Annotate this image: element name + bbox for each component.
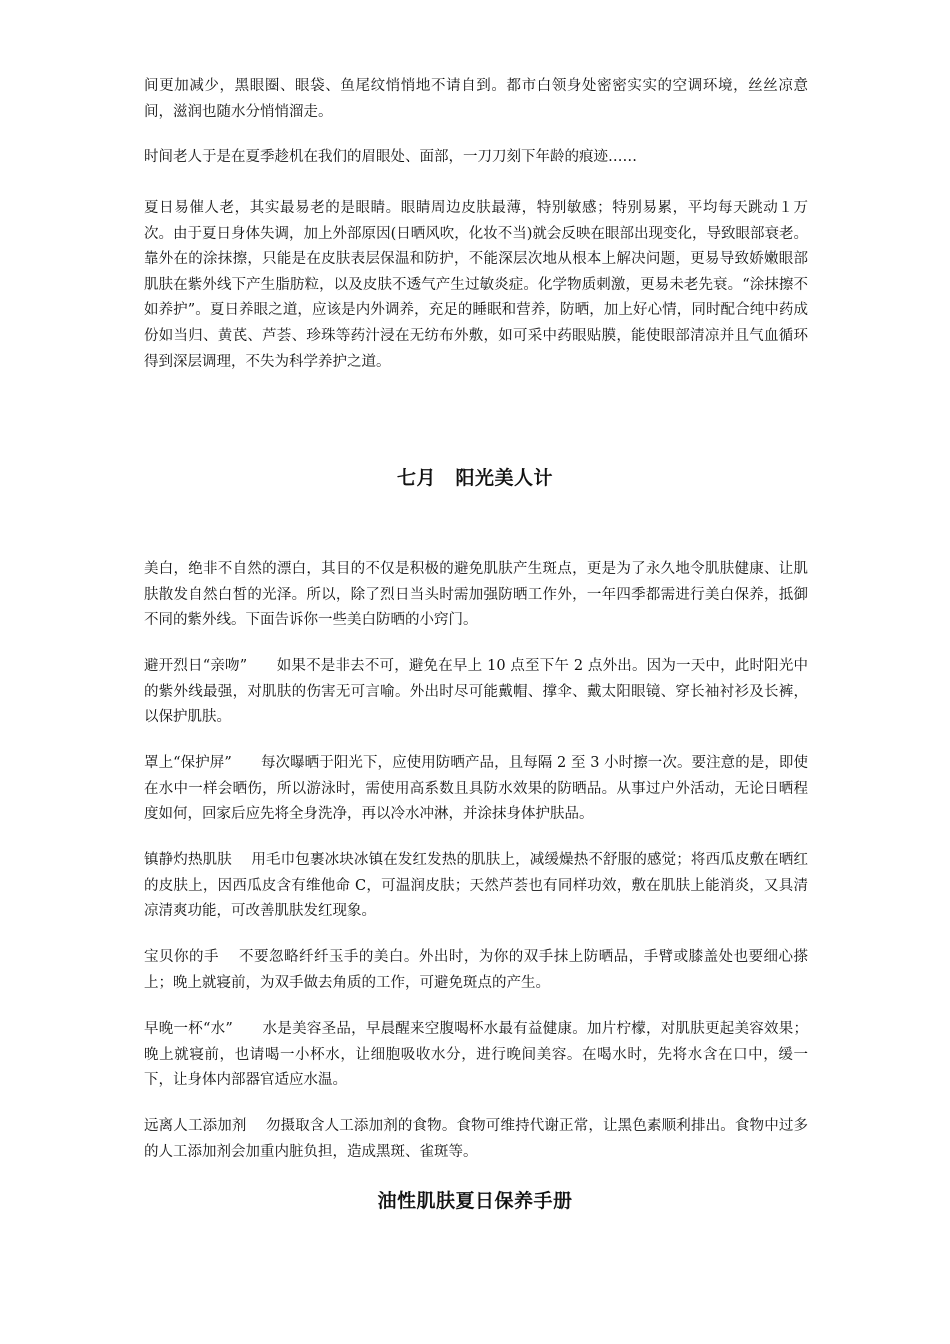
intro-paragraph-3: 夏日易催人老，其实最易老的是眼睛。眼睛周边皮肤最薄，特别敏感；特别易累，平均每天跳动１万次。由于夏日身体失调，加上外部原因(日晒风吹，化妆不当)就会反映在眼部出现变化，导致眼部衰老。靠外在的涂抹擦，只能是在皮肤表层保温和防护，不能深层次地从根本上解决问题，更易导致娇嫩眼部肌肤在紫外线下产生脂肪粒，以及皮肤不透气产生过敏炎症。化学物质刺激，更易未老先衰。“涂抹擦不如养护”。夏日养眼之道，应该是内外调养，充足的睡眠和营养，防晒，加上好心情，同时配合纯中药成份如当归、黄芪、芦荟、珍珠等药汁浸在无纺布外敷，如可采中药眼贴膜，能使眼部清凉并且气血循环得到深层调理，不失为科学养护之道。: [144, 200, 808, 370]
tip-lead: 远离人工添加剂: [144, 1118, 247, 1134]
tip-text: 用毛巾包裹冰块冰镇在发红发热的肌肤上，减缓燥热不舒服的感觉；将西瓜皮敷在晒红的皮肤上，因西瓜皮含有维他命 C，可温润皮肤；天然芦荟也有同样功效，敷在肌肤上能消炎，又具清凉清爽功能，可改善肌肤发红现象。: [144, 852, 809, 920]
tip-text: 如果不是非去不可，避免在早上 10 点至下午 2 点外出。因为一天中，此时阳光中的紫外线最强，对肌肤的伤害无可言喻。外出时尽可能戴帽、撑伞、戴太阳眼镜、穿长袖衬衫及长裤，以保护肌肤。: [144, 658, 809, 726]
intro-paragraph-2: 时间老人于是在夏季趁机在我们的眉眼处、面部，一刀刀刻下年龄的痕迹……: [144, 149, 637, 165]
tip-paragraph-water: [144, 1017, 808, 1094]
tip-lead: 罩上“保护屏”: [144, 755, 232, 771]
tip-paragraph-protective-screen: [144, 751, 808, 828]
tip-paragraph-avoid-sun: [144, 654, 808, 731]
tip-paragraph-soothe-skin: [144, 848, 808, 925]
section-heading-july: 七月 阳光美人计: [396, 467, 553, 489]
tip-lead: 早晚一杯“水”: [144, 1021, 233, 1037]
tip-paragraph-hands: [144, 945, 808, 996]
tip-lead: 镇静灼热肌肤: [144, 852, 232, 868]
tip-text: 每次曝晒于阳光下，应使用防晒产品，且每隔 2 至 3 小时擦一次。要注意的是，即使在水中一样会晒伤，所以游泳时，需使用高系数且具防水效果的防晒品。从事过户外活动，无论日晒程度如何，回家后应先将全身洗净，再以冷水冲淋，并涂抹身体护肤品。: [144, 755, 809, 823]
tip-lead: 避开烈日“亲吻”: [144, 658, 248, 674]
tip-paragraph-additives: [144, 1114, 808, 1165]
tip-lead: 宝贝你的手: [144, 949, 219, 965]
intro-paragraph-1: 间更加减少，黑眼圈、眼袋、鱼尾纹悄悄地不请自到。都市白领身处密密实实的空调环境，丝丝凉意间，滋润也随水分悄悄溜走。: [144, 78, 808, 120]
july-intro-paragraph: 美白，绝非不自然的漂白，其目的不仅是积极的避免肌肤产生斑点，更是为了永久地令肌肤健康、让肌肤散发自然白皙的光泽。所以，除了烈日当头时需加强防晒工作外，一年四季都需进行美白保养，抵御不同的紫外线。下面告诉你一些美白防晒的小窍门。: [144, 561, 808, 629]
tip-text: 水是美容圣品，早晨醒来空腹喝杯水最有益健康。加片柠檬，对肌肤更起美容效果；晚上就寝前，也请喝一小杯水，让细胞吸收水分，进行晚间美容。在喝水时，先将水含在口中，缓一下，让身体内部器官适应水温。: [144, 1021, 809, 1089]
tip-text: 不要忽略纤纤玉手的美白。外出时，为你的双手抹上防晒品，手臂或膝盖处也要细心搽上；晚上就寝前，为双手做去角质的工作，可避免斑点的产生。: [144, 949, 809, 991]
section-heading-oily-skin: 油性肌肤夏日保养手册: [377, 1190, 573, 1212]
tip-text: 勿摄取含人工添加剂的食物。食物可维持代谢正常，让黑色素顺利排出。食物中过多的人工添加剂会加重内脏负担，造成黑斑、雀斑等。: [144, 1118, 809, 1160]
